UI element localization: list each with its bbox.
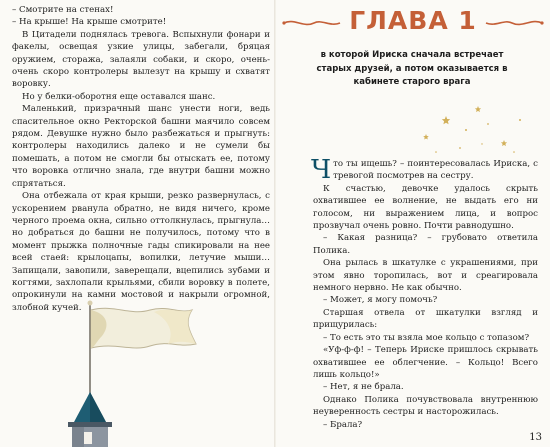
paragraph: В Цитадели поднялась тревога. Вспыхнули фонари и факелы, освещая узкие улицы, забегали, бряцая оружием, стоража, залаяли собаки, и скоро, очень-очень скоро контролеры вылезут на крышу и схватят воровку. [12, 29, 270, 90]
drop-cap: Ч [311, 155, 332, 185]
page-number: 13 [529, 432, 542, 443]
paragraph: – Может, я могу помочь? [323, 295, 438, 306]
first-paragraph [311, 155, 538, 185]
paragraph: – То есть это ты взяла мое кольцо с топазом? [323, 332, 530, 343]
paragraph: Старшая отвела от шкатулки взгляд и прищурилась: [313, 307, 538, 331]
first-paragraph-text: то ты ищешь? – поинтересовалась Ириска, с тревогой посмотрев на сестру. [333, 159, 538, 182]
chapter-title: ГЛАВА 1 [349, 6, 477, 35]
right-page-text [311, 155, 538, 431]
paragraph: Она рылась в шкатулке с украшениями, при этом явно торопилась, вот и среагировала немного нервно. Не как обычно. [313, 258, 538, 294]
paragraph: К счастью, девочке удалось скрыть охватившее ее волнение, не выдать его ни голосом, ни выражением лица, и вопрос прозвучал очень ровно. Почти равнодушно. [313, 183, 538, 232]
tower-flag-illustration [50, 300, 200, 447]
paragraph: – На крыше! На крыше смотрите! [12, 17, 167, 28]
stars-decoration-icon [416, 100, 536, 160]
paragraph: Однако Полика почувствовала внутреннюю неуверенность сестры и насторожилась. [313, 394, 538, 418]
chapter-subtitle: в которой Ириска сначала встречает старых друзей, а потом оказывается в кабинете старого врага [316, 50, 508, 87]
left-page [0, 0, 274, 447]
paragraph: Но у белки-оборотня еще оставался шанс. [22, 91, 216, 102]
paragraph: «Уф-ф-ф! – Теперь Ириске пришлось скрывать охватившее ее облегчение. – Кольцо! Всего лишь кольцо!» [313, 345, 538, 380]
paragraph: – Смотрите на стенах! [12, 5, 114, 15]
paragraph: – Какая разница? – грубовато ответила Полика. [313, 233, 538, 256]
left-page-text [12, 4, 270, 314]
swirl-ornament-icon [484, 18, 544, 28]
paragraph: – Нет, я не брала. [323, 382, 404, 393]
paragraph: Маленький, призрачный шанс унести ноги, ведь спасительное окно Ректорской башни маячило совсем рядом. Девушке нужно было разбежаться и прыгнуть: контролеры находились далеко и не сумели бы помешать, а потом не смогли бы отыскать ее, потому что воровка отлично знала, где внутри башни можно спрятаться. [12, 104, 270, 189]
paragraph: Она отбежала от края крыши, резко развернулась, с ускорением рванула обратно, не видя ничего, кроме черного проема окна, сильно оттолкнулась, прыгнула… но добраться до башни не получилось, потому что в момент прыжка полночные гады спикировали на нее всей стаей: крылоцапы, вопилки, летучие мыши… Запищали, завопили, заверещали, вцепились зубами и когтями, захлопали крыльями, сбили воровку в полете, опрокинули на камни мостовой и накрыли огромной, злобной кучей. [12, 191, 270, 313]
right-page [276, 0, 550, 447]
paragraph: – Брала? [323, 419, 363, 430]
chapter-header [276, 6, 550, 36]
